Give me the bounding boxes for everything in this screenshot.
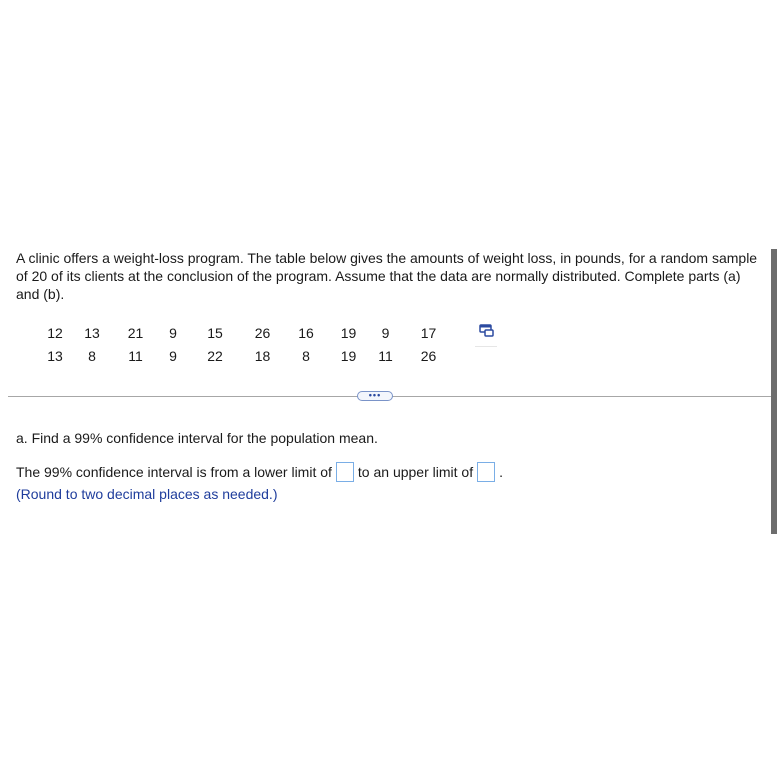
table-cell: 9 [381,324,390,341]
table-cell: 9 [169,347,177,364]
table-cell: 13 [84,324,100,341]
lower-limit-input[interactable] [336,462,354,482]
answer-prefix-text: The 99% confidence interval is from a lower limit of [16,464,332,480]
table-cell: 16 [298,324,314,341]
table-row [40,344,455,367]
answer-middle-text: to an upper limit of [357,464,474,480]
table-cell: 11 [128,347,143,364]
copy-data-icon[interactable] [477,321,497,341]
table-cell: 19 [340,324,357,341]
table-cell: 18 [254,347,271,364]
problem-statement: A clinic offers a weight-loss program. The table below gives the amounts of weight loss, in pounds, for a random sample of 20 of its clients at the conclusion of the program. Assume that the data are normally distributed. Complete parts (a) and (b). [16,250,758,302]
table-cell: 15 [207,324,223,341]
answer-suffix-text: . [499,464,503,480]
table-row [40,321,455,344]
part-a-question: a. Find a 99% confidence interval for the population mean. [16,430,378,446]
table-cell: 26 [420,347,437,364]
table-cell: 26 [254,324,271,341]
vertical-scrollbar[interactable] [771,249,777,534]
table-cell: 22 [207,347,223,364]
upper-limit-input[interactable] [477,462,495,482]
table-cell: 11 [378,347,393,364]
expand-toggle-button[interactable] [357,391,393,401]
table-cell: 12 [47,324,63,341]
answer-line [16,462,503,482]
rounding-hint: (Round to two decimal places as needed.) [16,486,278,502]
table-cell: 13 [47,347,63,364]
table-cell: 21 [127,324,144,341]
table-cell: 17 [420,324,437,341]
copy-icon-underline [475,346,497,347]
table-cell: 8 [88,347,96,364]
expand-toggle-label: ••• [368,389,382,400]
table-cell: 19 [340,347,357,364]
weight-loss-data-table [40,321,455,367]
table-cell: 8 [302,347,310,364]
table-cell: 9 [169,324,177,341]
